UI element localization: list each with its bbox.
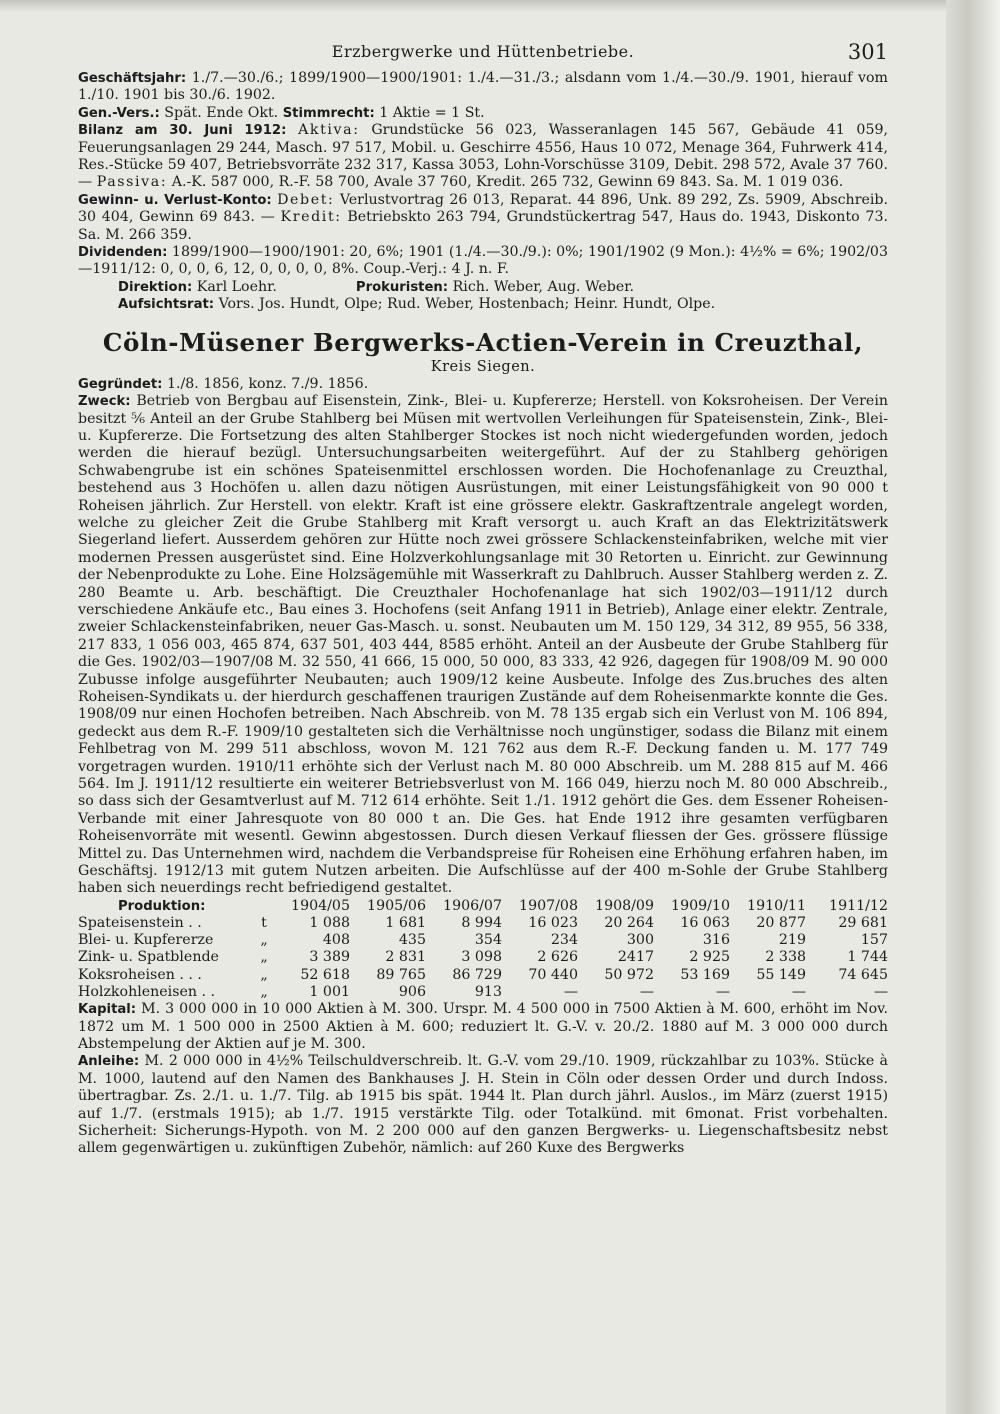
- section-geschaeftsjahr: [78, 70, 888, 105]
- row-label: Blei- u. Kupfererze: [78, 932, 214, 949]
- table-cell: 316: [702, 932, 730, 949]
- label-direktion: Direktion:: [118, 279, 193, 295]
- text-stimmrecht: 1 Aktie = 1 St.: [379, 104, 485, 121]
- label-guv: Gewinn- u. Verlust-Konto:: [78, 192, 272, 208]
- text-direktion: Karl Loehr.: [196, 278, 277, 295]
- label-anleihe: Anleihe:: [78, 1054, 140, 1070]
- table-cell: 2417: [617, 949, 654, 966]
- year-header: 1904/05: [291, 897, 350, 914]
- label-kapital: Kapital:: [78, 1002, 137, 1018]
- text-kapital: M. 3 000 000 in 10 000 Aktien à M. 300. Urspr. M. 4 500 000 in 7500 Aktien à M. 600, erhöht im Nov. 1872 um M. 1 500 000 in 2500 Aktien à M. 600; reduziert lt. G.-V. v. 20./2. 1880 auf M. 3 000 000 durch Abstempelung der Aktien auf je M. 300.: [78, 1001, 889, 1052]
- table-cell: 20 264: [604, 915, 654, 932]
- text-kredit: Betriebskto 263 794, Grundstückertrag 547, Haus do. 1943, Diskonto 73. Sa. M. 266 359.: [78, 209, 888, 243]
- table-cell: —: [873, 983, 888, 1000]
- section-anleihe: [78, 1053, 888, 1157]
- section-aufsichtsrat: [78, 296, 888, 313]
- table-row: [78, 984, 888, 1001]
- row-label: Holzkohleneisen . .: [78, 983, 216, 1000]
- company-title: Cöln-Müsener Bergwerks-Actien-Verein in Creuzthal,: [102, 327, 864, 357]
- table-cell: 8 994: [461, 915, 502, 932]
- table-cell: 408: [322, 932, 350, 949]
- section-direktion: [78, 279, 888, 296]
- word-kredit: Kredit:: [280, 209, 342, 226]
- table-cell: 2 831: [385, 949, 426, 966]
- table-cell: 16 063: [680, 915, 730, 932]
- label-stimmrecht: Stimmrecht:: [282, 105, 375, 121]
- table-cell: 2 338: [765, 949, 806, 966]
- text-genvers: Spät. Ende Okt.: [164, 104, 279, 121]
- table-cell: 1 744: [847, 949, 888, 966]
- label-geschaeftsjahr: Geschäftsjahr:: [78, 71, 187, 86]
- production-header-row: [78, 898, 888, 915]
- row-unit: „: [260, 983, 268, 1000]
- row-label: Spateisenstein . .: [78, 915, 202, 932]
- text-aktiva: Grundstücke 56 023, Wasseranlagen 145 567, Gebäude 41 059, Feuerungsanlagen 29 244, Masch. 97 517, Mobil. u. Geschirre 4556, Haus 10 072, Menage 364, Fuhrwerk 414, Res.-Stücke 59 407, Betriebsvorräte 232 317, Kassa 3053, Lohn-Vorschüsse 3109, Debit. 298 572, Avale 37 760. —: [78, 122, 889, 191]
- table-cell: 354: [474, 932, 502, 949]
- section-gegruendet: [78, 376, 888, 393]
- label-produktion: Produktion:: [118, 898, 206, 914]
- text-zweck: Betrieb von Bergbau auf Eisenstein, Zink-, Blei- u. Kupfererze; Herstell. von Koksroheisen. Der Verein besitzt ⁵⁄₆ Anteil an der Grube Stahlberg bei Müsen mit wertvollen Verleihungen für Spateisenstein, Zink-, Blei- u. Kupfererze. Die Fortsetzung des alten Stahlberger Stockes ist noch nicht wiedergefunden worden, jedoch werden die hierauf bezügl. Untersuchungsarbeiten weitergeführt. Auf der zu Stahlberg gehörigen Schwabengrube ist ein schönes Spateisenmittel erschlossen worden. Die Hochofenanlage zu Creuzthal, bestehend aus 3 Hochöfen u. allen dazu nötigen Ausrüstungen, mit einer Leistungsfähigkeit von 90 000 t Roheisen jährlich. Zur Herstell. von elektr. Kraft ist eine grössere elektr. Gaskraftzentrale angelegt worden, welche zu gleicher Zeit die Grube Stahlberg mit Kraft versorgt u. auch Kraft an das Elektrizitätswerk Siegerland liefert. Ausserdem gehören zur Hütte noch zwei grössere Schlackensteinfabriken, welche mit vier modernen Pressen ausgerüstet sind. Eine Holzverkohlungsanlage mit 30 Retorten u. Einricht. zur Gewinnung der Nebenprodukte zu Lohe. Eine Holzsägemühle mit Wasserkraft zu Dahlbruch. Ausser Stahlberg werden z. Z. 280 Beamte u. Arb. beschäftigt. Die Creuzthaler Hochofenanlage hat sich 1902/03—1911/12 durch verschiedene Ankäufe etc., Bau eines 3. Hochofens (seit Anfang 1911 in Betrieb), Anlage einer elektr. Zentrale, zweier Schlackensteinfabriken, neuer Gas-Masch. u. sonst. Neubauten um M. 150 129, 34 312, 89 955, 56 338, 217 833, 1 056 003, 465 874, 637 501, 403 444, 8585 erhöht. Anteil an der Ausbeute der Grube Stahlberg für die Ges. 1902/03—1907/08 M. 32 550, 41 666, 15 000, 50 000, 83 333, 42 926, dagegen für 1908/09 M. 90 000 Zubusse infolge ausgeführter Neubauten; auch 1909/12 keine Ausbeute. Infolge des Zus.bruches des alten Roheisen-Syndikats u. der hierdurch geschaffenen traurigen Zustände auf dem Roheisenmarkte konnte die Ges. 1908/09 nur einen Hochofen betreiben. Nach Abschreib. von M. 78 135 ergab sich ein Verlust von M. 106 894, gedeckt aus dem R.-F. 1909/10 gestalteten sich die Verhältnisse noch ungünstiger, sodass die Bilanz mit einem Fehlbetrag von M. 299 511 abschloss, wovon M. 121 762 aus dem R.-F. Deckung fanden u. M. 177 749 vorgetragen wurden. 1910/11 erhöhte sich der Verlust nach M. 80 000 Abschreib. um M. 288 815 auf M. 466 564. Im J. 1911/12 resultierte ein weiterer Betriebsverlust von M. 166 049, hierzu noch M. 80 000 Abschreib., so dass sich der Gesamtverlust auf M. 712 614 erhöhte. Seit 1./1. 1912 gehört die Ges. dem Essener Roheisen-Verbande mit einer Jahresquote von 80 000 t an. Die Ges. hat Ende 1912 ihre gesamten verfügbaren Roheisenvorräte mit wesentl. Gewinn abgestossen. Durch diesen Verkauf fliessen der Ges. grössere flüssige Mittel zu. Das Unternehmen wird, nachdem die Verbandspreise für Roheisen eine Erhöhung erfahren haben, im Geschäftsj. 1912/13 mit gutem Nutzen arbeiten. Die Aufschlüsse auf der 400 m-Sohle der Grube Stahlberg haben sich neuerdings recht befriedigend gestaltet.: [78, 393, 889, 897]
- word-passiva: Passiva:: [96, 174, 168, 191]
- table-cell: 50 972: [604, 966, 654, 983]
- row-unit: t: [261, 915, 267, 932]
- section-zweck: [78, 393, 888, 898]
- table-cell: 2 925: [689, 949, 730, 966]
- word-aktiva: Aktiva:: [298, 122, 360, 139]
- row-unit: „: [260, 949, 268, 966]
- label-gegruendet: Gegründet:: [78, 376, 163, 392]
- row-label: Zink- u. Spatblende: [78, 949, 219, 966]
- year-header: 1910/11: [747, 897, 806, 914]
- section-guv: [78, 192, 888, 244]
- table-cell: 300: [626, 932, 654, 949]
- running-title: Erzbergwerke und Hüttenbetriebe.: [331, 42, 635, 61]
- page-gutter-edge: [946, 0, 1000, 1414]
- section-kapital: [78, 1001, 888, 1053]
- word-debet: Debet:: [277, 191, 335, 208]
- row-unit: „: [260, 966, 268, 983]
- label-zweck: Zweck:: [78, 394, 131, 410]
- table-cell: 157: [860, 932, 888, 949]
- table-cell: —: [563, 983, 578, 1000]
- page-top-shadow: [0, 0, 1000, 12]
- table-cell: 219: [778, 932, 806, 949]
- table-cell: 1 681: [385, 915, 426, 932]
- table-row: [78, 915, 888, 932]
- table-cell: 3 098: [461, 949, 502, 966]
- table-cell: 20 877: [756, 915, 806, 932]
- year-header: 1905/06: [367, 897, 426, 914]
- label-bilanz: Bilanz am 30. Juni 1912:: [78, 123, 287, 139]
- row-label: Koksroheisen . . .: [78, 966, 202, 983]
- text-prokuristen: Rich. Weber, Aug. Weber.: [452, 278, 634, 295]
- section-bilanz: [78, 122, 888, 192]
- label-prokuristen: Prokuristen:: [355, 279, 449, 295]
- text-geschaeftsjahr: 1./7.—30./6.; 1899/1900—1900/1901: 1./4.—31./3.; alsdann vom 1./4.—30./9. 1901, hierauf vom 1./10. 1901 bis 30./6. 1902.: [78, 70, 889, 104]
- row-unit: „: [260, 932, 268, 949]
- table-cell: 906: [398, 983, 426, 1000]
- table-cell: 435: [398, 932, 426, 949]
- table-row: [78, 932, 888, 949]
- section-genvers: [78, 105, 888, 122]
- table-cell: 1 088: [309, 915, 350, 932]
- page-content: [78, 40, 888, 1158]
- year-header: 1907/08: [519, 897, 578, 914]
- label-genvers: Gen.-Vers.:: [78, 105, 160, 121]
- table-cell: —: [715, 983, 730, 1000]
- table-cell: 74 645: [838, 966, 888, 983]
- text-passiva: A.-K. 587 000, R.-F. 58 700, Avale 37 760, Kredit. 265 732, Gewinn 69 843. Sa. M. 1 019 036.: [171, 174, 844, 191]
- table-cell: 29 681: [838, 915, 888, 932]
- label-dividenden: Dividenden:: [78, 245, 168, 261]
- table-cell: 53 169: [680, 966, 730, 983]
- table-cell: 16 023: [528, 915, 578, 932]
- company-subtitle: Kreis Siegen.: [430, 358, 536, 375]
- table-row: [78, 967, 888, 984]
- section-dividenden: [78, 244, 888, 279]
- table-cell: 52 618: [300, 966, 350, 983]
- table-cell: 2 626: [537, 949, 578, 966]
- year-header: 1911/12: [829, 897, 888, 914]
- running-header: [78, 40, 888, 70]
- table-cell: 70 440: [528, 966, 578, 983]
- label-aufsichtsrat: Aufsichtsrat:: [118, 297, 215, 313]
- table-cell: —: [791, 983, 806, 1000]
- table-row: [78, 949, 888, 966]
- year-header: 1908/09: [595, 897, 654, 914]
- text-gegruendet: 1./8. 1856, konz. 7./9. 1856.: [166, 375, 369, 392]
- table-cell: —: [639, 983, 654, 1000]
- text-anleihe: M. 2 000 000 in 4½% Teilschuldverschreib. lt. G.-V. vom 29./10. 1909, rückzahlbar zu 103%. Stücke à M. 1000, lautend auf den Namen des Bankhauses J. H. Stein in Cöln oder dessen Order und durch Indoss. übertragbar. Zs. 2./1. u. 1./7. Tilg. ab 1915 bis spät. 1944 lt. Plan durch jährl. Auslos., im März (zuerst 1915) auf 1./7. (erstmals 1915); ab 1./7. 1915 verstärkte Tilg. oder Totalkünd. mit 6monat. Frist vorbehalten. Sicherheit: Sicherungs-Hypoth. von M. 2 200 000 auf den ganzen Bergwerks- u. Liegenschaftsbesitz nebst allem gegenwärtigen u. zukünftigen Zubehör, nämlich: auf 260 Kuxe des Bergwerks: [78, 1053, 889, 1157]
- table-cell: 86 729: [452, 966, 502, 983]
- table-cell: 913: [474, 983, 502, 1000]
- table-cell: 1 001: [309, 983, 350, 1000]
- table-cell: 3 389: [309, 949, 350, 966]
- text-debet: Verlustvortrag 26 013, Reparat. 44 896, Unk. 89 292, Zs. 5909, Abschreib. 30 404, Gewinn 69 843. —: [78, 191, 888, 226]
- table-cell: 234: [550, 932, 578, 949]
- page-number: 301: [847, 40, 888, 64]
- text-aufsichtsrat: Vors. Jos. Hundt, Olpe; Rud. Weber, Hostenbach; Heinr. Hundt, Olpe.: [218, 296, 716, 313]
- year-header: 1909/10: [671, 897, 730, 914]
- text-dividenden: 1899/1900—1900/1901: 20, 6%; 1901 (1./4.—30./9.): 0%; 1901/1902 (9 Mon.): 4½% = 6%; 1902/03—1911/12: 0, 0, 0, 6, 12, 0, 0, 0, 0, 8%. Coup.-Verj.: 4 J. n. F.: [78, 244, 888, 278]
- table-cell: 89 765: [376, 966, 426, 983]
- year-header: 1906/07: [443, 897, 502, 914]
- table-cell: 55 149: [756, 966, 806, 983]
- production-table: [78, 898, 888, 1001]
